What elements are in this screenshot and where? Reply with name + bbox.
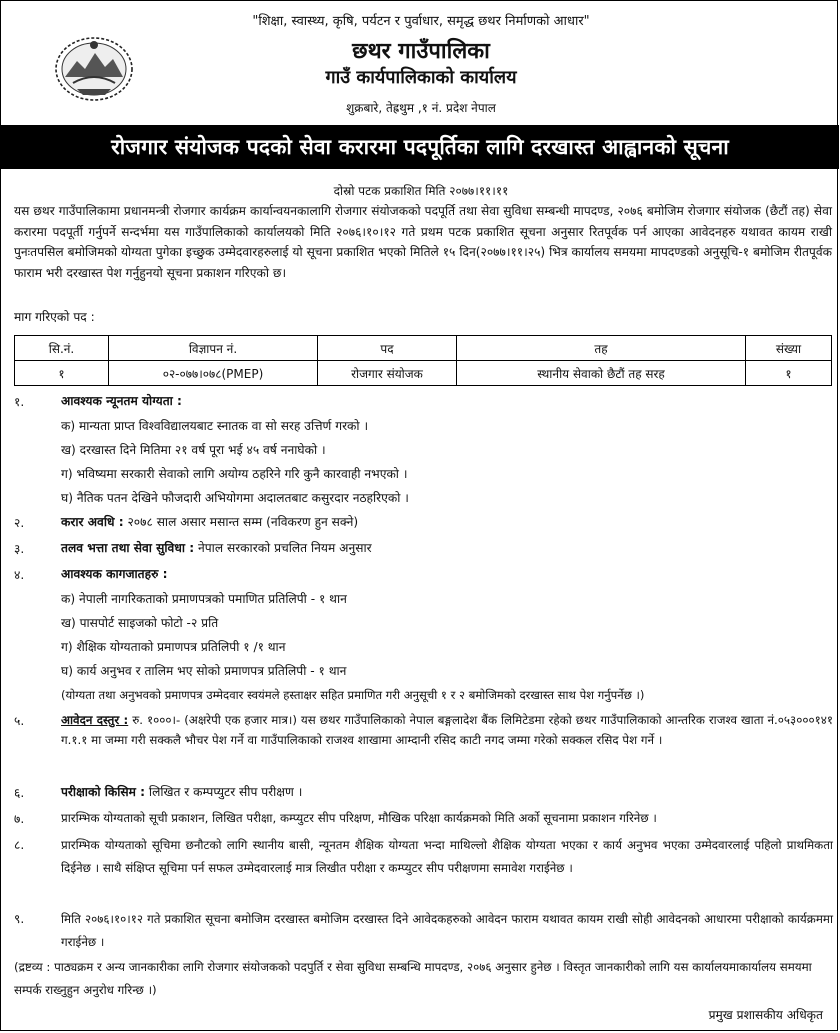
intro-paragraph: यस छथर गाउँपालिकामा प्रधानमन्त्री रोजगार कार्यक्रम कार्यान्वयनकालागि रोजगार संयोजकको पदपूर्ति तथा सेवा सुविधा सम्बन्धी मापदण्ड, २०७६ बमोजिम रोजगार संयोजक (छैटौं तह) सेवा करारमा पदपूर्ती गर्नुपर्ने सन्दर्भमा यस गाउँपालिकाको कार्यालयको मिति २०७६।१०।१२ गते प्रथम पटक प्रकाशित सूचना अनुसार रितपूर्वक पर्न आएका आवेदनहरु यथावत कायम राखी पुनःतपसिल बमोजिमको योग्यता पुगेका इच्छुक उम्मेदवारहरुलाई यो सूचना प्रकाशित भएको मितिले १५ दिन(२०७७।११।२५) भित्र कार्यालय समयमा मापदण्डको अनुसूचि-१ बमोजिम रीतपूर्वक फाराम भरी दरखास्त पेश गर्नुहुनयो सूचना प्रकाशन गरिएको छ।	[14, 204, 832, 280]
notice-title: रोजगार संयोजक पदको सेवा करारमा पदपूर्तिका लागि दरखास्त आह्वानको सूचना	[1, 125, 839, 169]
section-2	[61, 512, 358, 532]
section-3	[61, 538, 372, 558]
section-7-text: प्रारम्भिक योग्यताको सूची प्रकाशन, लिखित परीक्षा, कम्प्युटर सीप परिक्षण, मौखिक परिक्षा कार्यक्रमको मिति अर्को सूचनामा प्रकाशन गरिनेछ ।	[61, 811, 657, 825]
application-fee-label: आवेदन दस्तुर :	[61, 713, 129, 727]
section-6	[61, 782, 302, 802]
section-8-number: ८.	[14, 838, 25, 852]
publication-date: दोस्रो पटक प्रकाशित मिति २०७७।११।११	[333, 184, 509, 198]
exam-type-text: लिखित र कम्पप्युटर सीप परीक्षण ।	[145, 785, 303, 799]
salary-text: नेपाल सरकारको प्रचलित नियम अनुसार	[194, 541, 372, 555]
section-1-item: ख) दरखास्त दिने मितिमा २१ वर्ष पूरा भई ४५ वर्ष ननाघेको ।	[61, 443, 326, 457]
col-count: संख्या	[746, 336, 832, 361]
contract-period-label: करार अवधि :	[61, 515, 124, 529]
section-1-item: घ) नैतिक पतन देखिने फौजदारी अभियोगमा अदालतबाट कसुरदार नठहरिएको ।	[61, 491, 409, 505]
section-4-number: ४.	[14, 568, 25, 582]
section-6-number: ६.	[14, 786, 25, 800]
section-8-text: प्रारम्भिक योग्यताको सूचिमा छनौटको लागि स्थानीय बासी, न्यूनतम शैक्षिक योग्यता भन्दा माथिल्लो शैक्षिक योग्यता भएका र कार्य अनुभव भएका उम्मेदवारलाई पहिलो प्राथमिकता दिईनेछ । साथै संक्षिप्त सूचिमा पर्न सफल उम्मेदवारलाई मात्र लिखीत परीक्षा र कम्प्युटर सीप परीक्षणमा समावेश गराईनेछ ।	[61, 838, 833, 875]
exam-type-label: परीक्षाको किसिम :	[61, 785, 146, 799]
section-4-item: घ) कार्य अनुभव र तालिम भए सोको प्रमाणपत्र प्रतिलिपी - १ थान	[61, 664, 347, 678]
section-4-item: क) नेपाली नागरिकताको प्रमाणपत्रको पमाणित प्रतिलिपी - १ थान	[61, 592, 347, 606]
section-4-note: (योग्यता तथा अनुभवको प्रमाणपत्र उम्मेदवार स्वयंमले हस्ताक्षर सहित प्रमाणित गरी अनुसूची १ र २ बमोजिमको दरखास्त साथ पेश गर्नुपर्नेछ ।)	[61, 688, 645, 702]
section-9-text: मिति २०७६।१०।१२ गते प्रकाशित सूचना बमोजिम दरखास्त बमोजिम दरखास्त दिने आवेदकहरुको आवेदन फाराम यथावत कायम राखी सोही आवेदनको आधारमा परीक्षाको कार्यक्रममा गराईनेछ ।	[61, 912, 833, 949]
required-posts-label: माग गरिएको पद :	[14, 310, 95, 324]
section-4-title: आवश्यक कागजातहरु :	[61, 567, 168, 581]
section-4-item: ग) शैक्षिक योग्यताको प्रमाणपत्र प्रतिलिपी १ /१ थान	[61, 640, 286, 654]
col-serial: सि.नं.	[15, 336, 109, 361]
application-fee-text: रु. १०००।- (अक्षरेपी एक हजार मात्र।) यस छथर गाउँपालिकाको नेपाल बङ्गलादेश बैंक लिमिटेडमा रहेको छथर गाउँपालिकाको आन्तरिक राजश्व खाता नं.०५३०००१४१ ग.१.१ मा जम्मा गरी सक्कलै भौचर पेश गर्ने वा गाउँपालिकाको राजश्व शाखामा आम्दानी रसिद काटी नगद जम्मा गरेको सक्कल रसिद पेश गर्ने ।	[61, 713, 833, 747]
col-ad-no: विज्ञापन नं.	[109, 336, 318, 361]
cell-count: १	[746, 361, 832, 386]
section-1-item: क) मान्यता प्राप्त विश्वविद्यालयबाट स्नातक वा सो सरह उत्तिर्ण गरको ।	[61, 419, 369, 433]
section-1-item: ग) भविष्यमा सरकारी सेवाको लागि अयोग्य ठहरिने गरि कुनै कारवाही नभएको ।	[61, 467, 408, 481]
section-1-title: आवश्यक न्यूनतम योग्यता :	[61, 394, 182, 408]
section-3-number: ३.	[14, 542, 25, 556]
section-9-number: ९.	[14, 912, 25, 926]
signatory-title: प्रमुख प्रशासकीय अधिकृत	[708, 1008, 823, 1022]
table-header-row	[15, 336, 832, 361]
office-address: शुक्रबारे, तेह्रथुम ,१ नं. प्रदेश नेपाल	[346, 101, 496, 115]
cell-post: रोजगार संयोजक	[318, 361, 457, 386]
col-level: तह	[457, 336, 746, 361]
contract-period-text: २०७८ साल असार मसान्त सम्म (नविकरण हुन सक्ने)	[123, 515, 359, 529]
section-7-number: ७.	[14, 812, 25, 826]
section-5-number: ५.	[14, 714, 25, 728]
table-row	[15, 361, 832, 386]
section-1-number: १.	[14, 395, 25, 409]
salary-label: तलव भत्ता तथा सेवा सुविधा :	[61, 541, 195, 555]
org-name: छथर गाउँपालिका	[352, 39, 490, 64]
cell-ad-no: ०२-०७७।०७८(PMEP)	[109, 361, 318, 386]
office-name: गाउँ कार्यपालिकाको कार्यालय	[325, 67, 517, 88]
footnote: (द्रष्टव्य : पाठ्यक्रम र अन्य जानकारीका लागि रोजगार संयोजकको पदपुर्ति र सेवा सुविधा सम्बन्धि मापदण्ड, २०७६ अनुसार हुनेछ । विस्तृत जानकारीको लागि यस कार्यालयमाकार्यालय समयमा सम्पर्क राख्नुहुन अनुरोध गरिन्छ ।)	[14, 960, 812, 997]
section-5	[61, 710, 833, 750]
section-4-item: ख) पासपोर्ट साइजको फोटो -२ प्रति	[61, 616, 219, 630]
section-2-number: २.	[14, 516, 25, 530]
cell-serial: १	[15, 361, 109, 386]
motto: "शिक्षा, स्वास्थ्य, कृषि, पर्यटन र पुर्वाधार, समृद्ध छथर निर्माणको आधार"	[252, 14, 590, 29]
cell-level: स्थानीय सेवाको छैटौं तह सरह	[457, 361, 746, 386]
vacancy-table	[14, 335, 832, 386]
col-post: पद	[318, 336, 457, 361]
